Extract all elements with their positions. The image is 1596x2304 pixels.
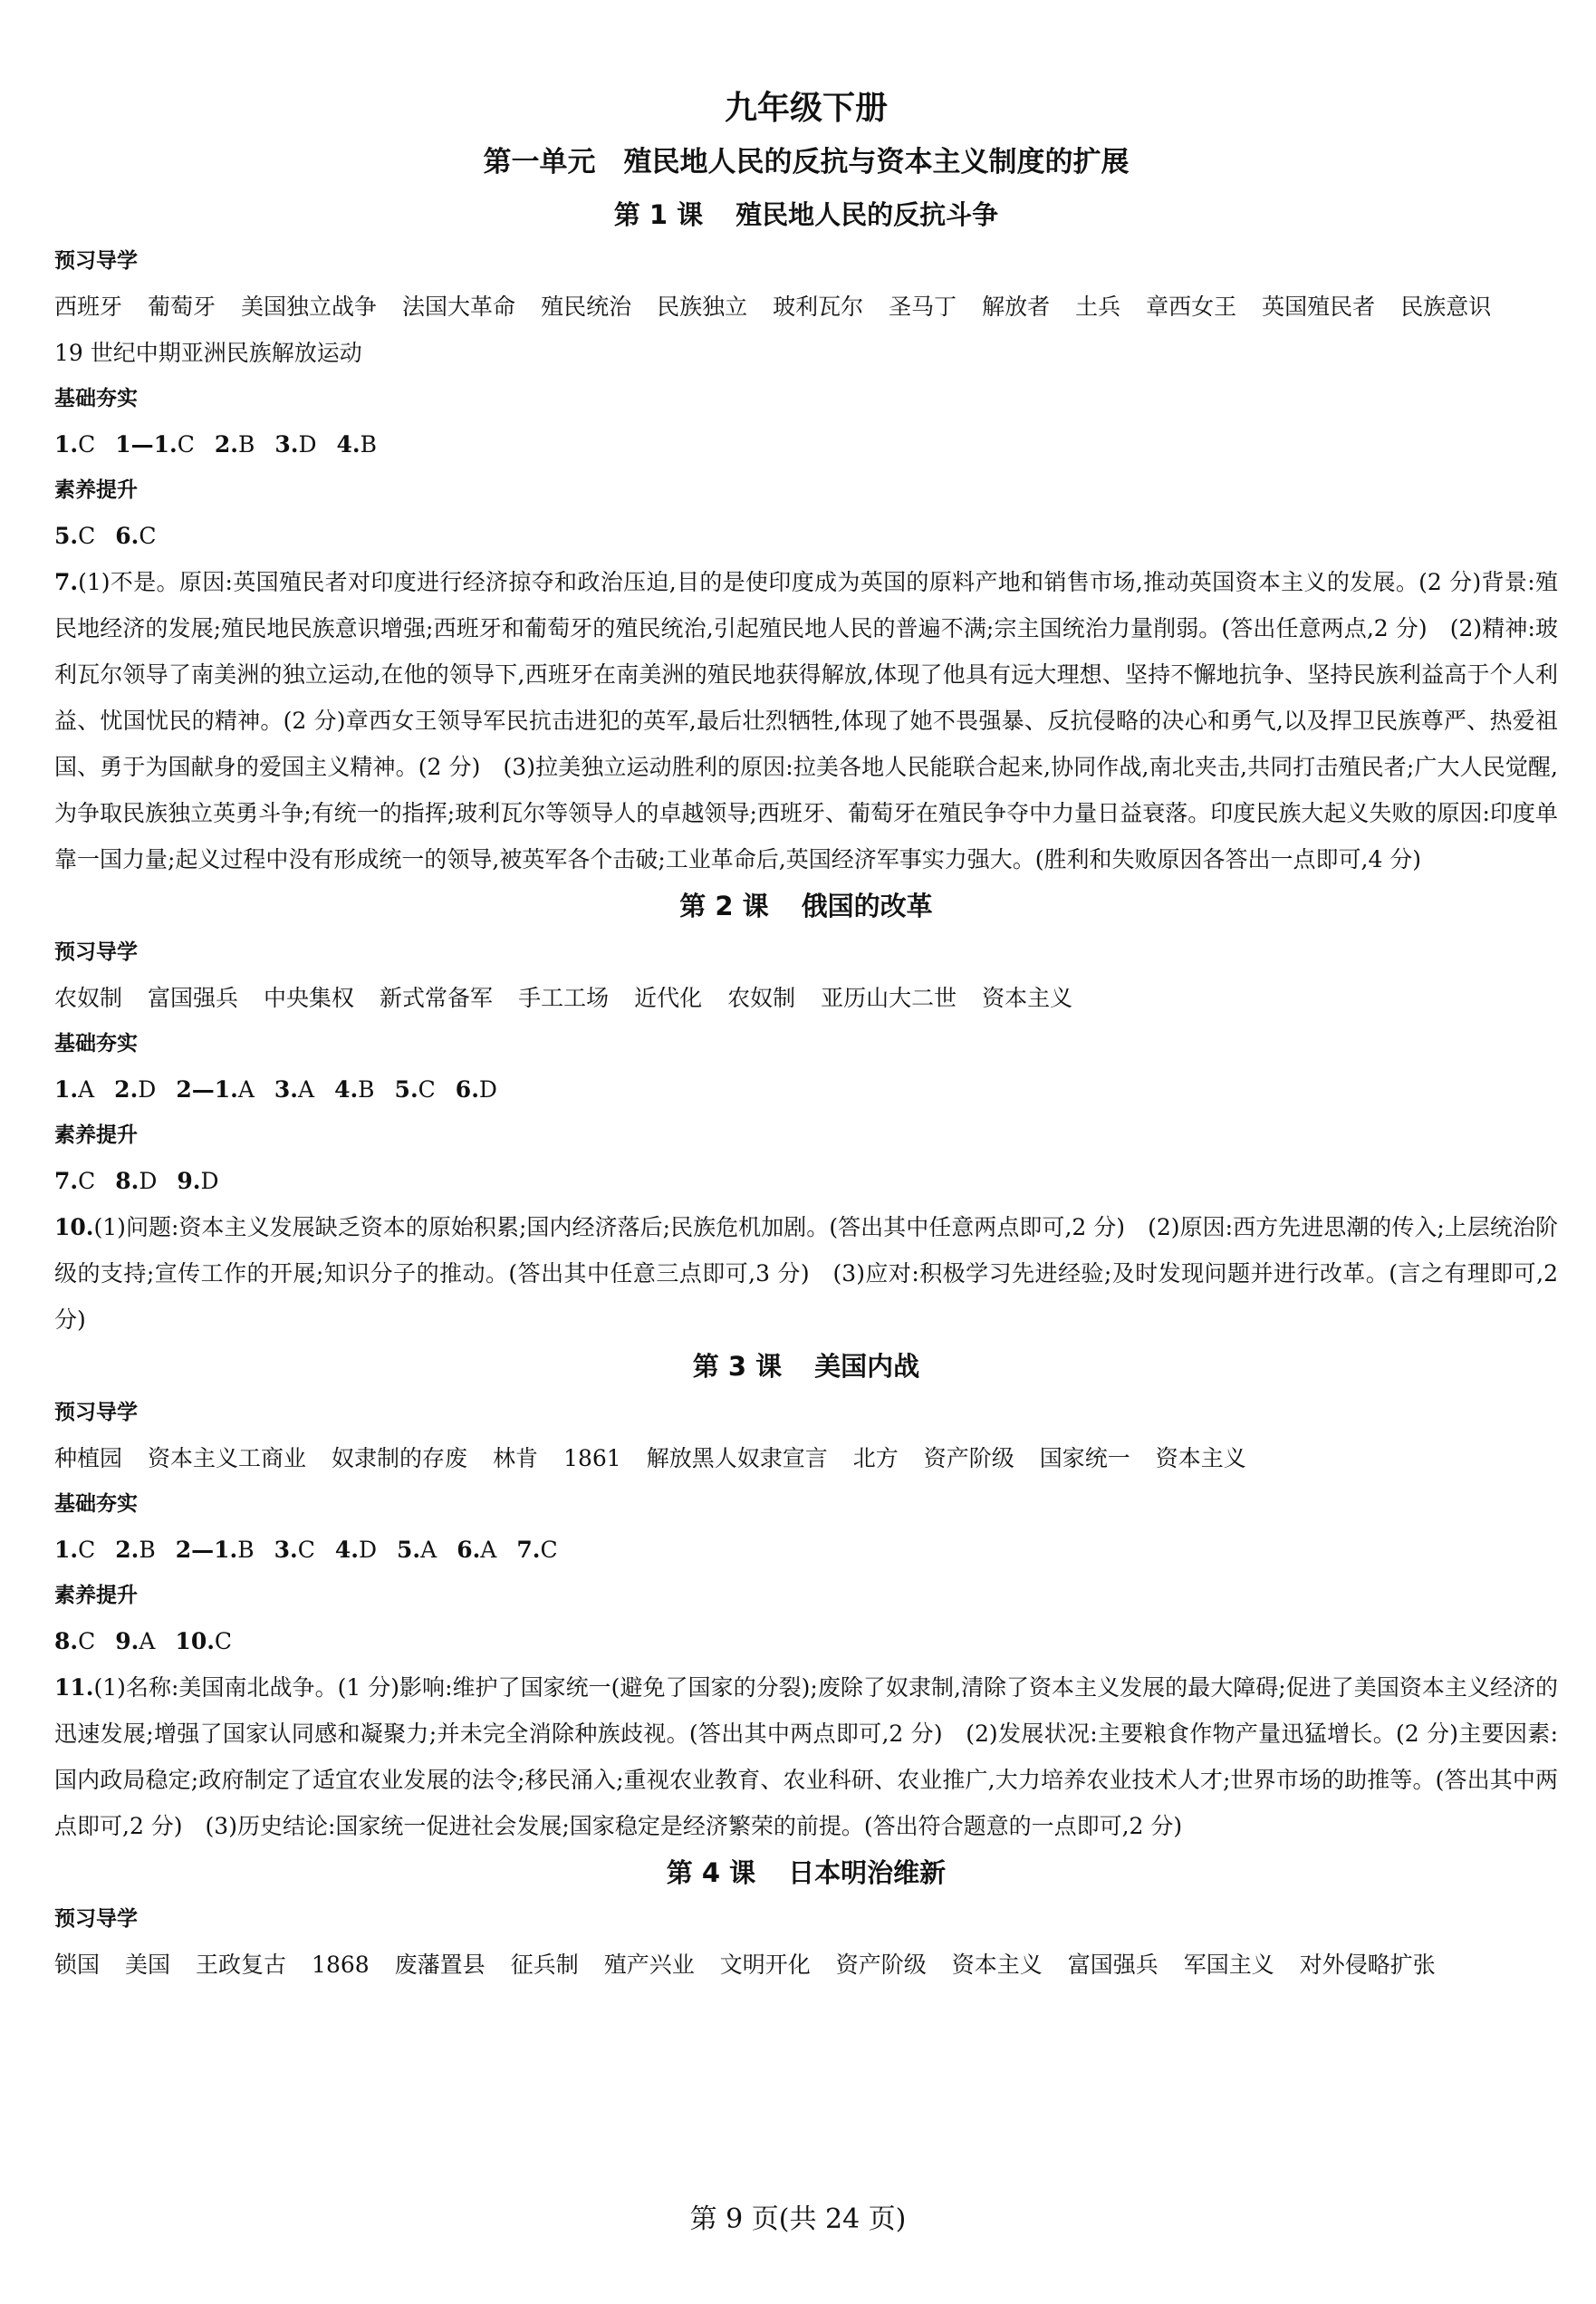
lesson-number: 第 4 课 — [666, 1857, 756, 1888]
answer-item — [215, 431, 255, 458]
lesson-name: 俄国的改革 — [801, 891, 933, 921]
preview-term: 民族独立 — [657, 294, 748, 320]
preview-term: 殖民统治 — [541, 294, 632, 320]
preview-term: 资本主义 — [951, 1952, 1043, 1978]
answer-number: 7. — [516, 1537, 541, 1563]
answer-item — [177, 1168, 218, 1194]
basic-heading: 基础夯实 — [54, 387, 138, 410]
answer-choice: C — [78, 1168, 96, 1194]
preview-term: 美国 — [125, 1952, 171, 1978]
lesson-title — [54, 1849, 1558, 1896]
answer-choice: D — [478, 1076, 497, 1103]
essay-number: 11. — [54, 1674, 94, 1701]
preview-terms — [54, 1435, 1558, 1481]
improve-heading: 素养提升 — [54, 478, 138, 502]
lesson-section — [54, 1849, 1558, 1988]
improve-heading: 素养提升 — [54, 1123, 138, 1147]
essay-number: 7. — [54, 569, 79, 595]
answer-choice: B — [360, 431, 378, 458]
answer-choice: D — [139, 1168, 158, 1194]
preview-term: 富国强兵 — [1067, 1952, 1159, 1978]
preview-term: 国家统一 — [1039, 1445, 1130, 1471]
answer-choice: C — [78, 431, 96, 458]
answer-choice: C — [177, 431, 195, 458]
answer-choice: C — [139, 523, 157, 549]
answer-number: 4. — [334, 1537, 359, 1563]
answer-item — [274, 1076, 314, 1103]
answer-choice: C — [540, 1537, 558, 1563]
preview-term: 农奴制 — [54, 985, 123, 1011]
answer-choice: D — [358, 1537, 378, 1563]
answer-number: 1. — [54, 431, 79, 458]
answer-number: 6. — [455, 1076, 479, 1103]
preview-term: 资本主义 — [1155, 1445, 1246, 1471]
answer-number: 2—1. — [176, 1076, 238, 1103]
essay-answer — [54, 559, 1558, 882]
preview-term: 1861 — [563, 1445, 621, 1471]
answer-choice: B — [358, 1076, 375, 1103]
preview-term: 征兵制 — [510, 1952, 579, 1978]
preview-term: 葡萄牙 — [148, 294, 216, 320]
preview-term: 富国强兵 — [148, 985, 239, 1011]
preview-term: 英国殖民者 — [1262, 294, 1376, 320]
answer-choice: D — [200, 1168, 219, 1194]
book-title: 九年级下册 — [724, 90, 888, 127]
answer-item — [456, 1076, 497, 1103]
preview-terms — [54, 1942, 1558, 1988]
improve-answers — [54, 1158, 1558, 1204]
answer-number: 5. — [397, 1537, 421, 1563]
lesson-number: 第 2 课 — [679, 891, 769, 921]
preview-term: 解放黑人奴隶宣言 — [646, 1445, 828, 1471]
answer-item — [54, 1076, 94, 1103]
lesson-title — [54, 191, 1558, 238]
preview-term: 法国大革命 — [402, 294, 516, 320]
answer-choice: A — [480, 1537, 497, 1563]
essay-text: (1)问题:资本主义发展缺乏资本的原始积累;国内经济落后;民族危机加剧。(答出其中任意两点即可,2 分) (2)原因:西方先进思潮的传入;上层统治阶级的支持;宣传工作的开展;知识分子的推动。(答出其中任意三点即可,3 分) (3)应对:积极学习先进经验;及时发现问题并进行改革。(言之有理即可,2 分) — [54, 1214, 1558, 1333]
preview-term: 近代化 — [634, 985, 703, 1011]
preview-term: 圣马丁 — [889, 294, 957, 320]
answer-item — [54, 1168, 95, 1194]
answer-number: 1. — [54, 1076, 79, 1103]
preview-term: 土兵 — [1075, 294, 1121, 320]
answer-number: 6. — [115, 523, 139, 549]
answer-choice: D — [138, 1076, 157, 1103]
answer-choice: C — [78, 1537, 96, 1563]
preview-heading: 预习导学 — [54, 1401, 138, 1424]
answer-number: 4. — [334, 1076, 359, 1103]
answer-choice: A — [298, 1076, 315, 1103]
answer-number: 6. — [457, 1537, 481, 1563]
answer-choice: C — [78, 1628, 96, 1654]
answer-number: 3. — [274, 431, 299, 458]
preview-term: 种植园 — [54, 1445, 123, 1471]
preview-term: 西班牙 — [54, 294, 123, 320]
essay-text: (1)名称:美国南北战争。(1 分)影响:维护了国家统一(避免了国家的分裂);废除了奴隶制,清除了资本主义发展的最大障碍;促进了美国资本主义经济的迅速发展;增强了国家认同感和凝聚力;并未完全消除种族歧视。(答出其中两点即可,2 分) (2)发展状况:主要粮食作物产量迅猛增长。(2 分)主要因素:国内政局稳定;政府制定了适宜农业发展的法令;移民涌入;重视农业教育、农业科研、农业推广,大力培养农业技术人才;世界市场的助推等。(答出其中两点即可,2 分) (3)历史结论:国家统一促进社会发展;国家稳定是经济繁荣的前提。(答出符合题意的一点即可,2 分) — [54, 1674, 1558, 1839]
unit-title: 第一单元 殖民地人民的反抗与资本主义制度的扩展 — [483, 146, 1130, 178]
answer-item — [115, 1537, 155, 1563]
answer-choice: A — [420, 1537, 437, 1563]
answer-item — [516, 1537, 557, 1563]
preview-term: 资产阶级 — [923, 1445, 1014, 1471]
preview-term: 资产阶级 — [835, 1952, 927, 1978]
answer-number: 5. — [54, 523, 79, 549]
improve-heading: 素养提升 — [54, 1584, 138, 1607]
answer-item — [54, 1537, 95, 1563]
answer-number: 2. — [114, 1076, 139, 1103]
preview-heading: 预习导学 — [54, 249, 138, 273]
preview-term: 殖产兴业 — [603, 1952, 695, 1978]
improve-answers — [54, 513, 1558, 559]
answer-number: 2. — [214, 431, 238, 458]
page-content — [54, 86, 1558, 1988]
preview-term: 北方 — [852, 1445, 899, 1471]
answer-choice: C — [78, 523, 96, 549]
preview-term: 农奴制 — [727, 985, 796, 1011]
answer-choice: A — [237, 1076, 255, 1103]
lesson-name: 美国内战 — [814, 1351, 920, 1382]
preview-term: 废藩置县 — [394, 1952, 486, 1978]
answer-number: 3. — [274, 1076, 298, 1103]
lesson-title — [54, 1343, 1558, 1390]
preview-term: 美国独立战争 — [241, 294, 378, 320]
answer-choice: A — [139, 1628, 156, 1654]
preview-term: 锁国 — [54, 1952, 101, 1978]
lesson-section — [54, 191, 1558, 882]
answer-choice: C — [297, 1537, 315, 1563]
preview-term: 玻利瓦尔 — [773, 294, 864, 320]
improve-answers — [54, 1618, 1558, 1664]
answer-choice: B — [237, 1537, 255, 1563]
lesson-title — [54, 882, 1558, 930]
answer-item — [54, 431, 95, 458]
preview-term: 对外侵略扩张 — [1299, 1952, 1436, 1978]
essay-answer — [54, 1204, 1558, 1343]
essay-answer — [54, 1664, 1558, 1849]
answer-item — [337, 431, 377, 458]
preview-term: 19 世纪中期亚洲民族解放运动 — [54, 340, 362, 366]
preview-term: 1868 — [312, 1952, 370, 1978]
answer-item — [176, 1076, 255, 1103]
preview-term: 林肯 — [493, 1445, 539, 1471]
preview-term: 解放者 — [982, 294, 1051, 320]
answer-choice: D — [298, 431, 317, 458]
lesson-name: 日本明治维新 — [788, 1857, 947, 1888]
lesson-section — [54, 882, 1558, 1343]
answer-number: 3. — [274, 1537, 298, 1563]
lesson-number: 第 1 课 — [613, 199, 704, 230]
answer-item — [274, 1537, 315, 1563]
preview-term: 王政复古 — [196, 1952, 287, 1978]
answer-number: 1. — [54, 1537, 79, 1563]
preview-heading: 预习导学 — [54, 940, 138, 964]
answer-item — [334, 1076, 374, 1103]
answer-number: 8. — [54, 1628, 79, 1654]
basic-heading: 基础夯实 — [54, 1492, 138, 1516]
basic-answers — [54, 1527, 1558, 1573]
answer-item — [175, 1628, 232, 1654]
preview-terms — [54, 284, 1558, 376]
basic-heading: 基础夯实 — [54, 1032, 138, 1056]
lesson-name: 殖民地人民的反抗斗争 — [736, 199, 999, 230]
answer-item — [115, 523, 156, 549]
preview-term: 亚历山大二世 — [821, 985, 957, 1011]
answer-choice: C — [214, 1628, 233, 1654]
answer-item — [395, 1076, 436, 1103]
answer-number: 2—1. — [175, 1537, 238, 1563]
answer-number: 7. — [54, 1168, 79, 1194]
answer-number: 9. — [115, 1628, 139, 1654]
page-footer: 第 9 页(共 24 页) — [689, 2203, 907, 2235]
answer-item — [397, 1537, 437, 1563]
answer-item — [54, 523, 95, 549]
answer-item — [274, 431, 316, 458]
preview-term: 新式常备军 — [380, 985, 494, 1011]
answer-number: 1—1. — [115, 431, 178, 458]
preview-term: 手工工场 — [518, 985, 610, 1011]
lesson-section — [54, 1343, 1558, 1849]
preview-term: 章西女王 — [1146, 294, 1237, 320]
answer-choice: B — [139, 1537, 156, 1563]
answer-number: 10. — [175, 1628, 215, 1654]
answer-item — [54, 1628, 95, 1654]
answer-number: 2. — [115, 1537, 139, 1563]
answer-number: 4. — [336, 431, 361, 458]
preview-term: 民族意识 — [1400, 294, 1492, 320]
answer-item — [176, 1537, 255, 1563]
answer-number: 8. — [115, 1168, 139, 1194]
answer-item — [115, 1168, 157, 1194]
preview-term: 中央集权 — [264, 985, 355, 1011]
answer-number: 5. — [394, 1076, 418, 1103]
answer-item — [335, 1537, 377, 1563]
basic-answers — [54, 1066, 1558, 1113]
answer-choice: C — [418, 1076, 436, 1103]
answer-number: 9. — [177, 1168, 201, 1194]
answer-item — [115, 1628, 155, 1654]
preview-terms — [54, 975, 1558, 1021]
essay-text: (1)不是。原因:英国殖民者对印度进行经济掠夺和政治压迫,目的是使印度成为英国的原料产地和销售市场,推动英国资本主义的发展。(2 分)背景:殖民地经济的发展;殖民地民族意识增强;西班牙和葡萄牙的殖民统治,引起殖民地人民的普遍不满;宗主国统治力量削弱。(答出任意两点,2 分) (2)精神:玻利瓦尔领导了南美洲的独立运动,在他的领导下,西班牙在南美洲的殖民地获得解放,体现了他具有远大理想、坚持不懈地抗争、坚持民族利益高于个人利益、忧国忧民的精神。(2 分)章西女王领导军民抗击进犯的英军,最后壮烈牺牲,体现了她不畏强暴、反抗侵略的决心和勇气,以及捍卫民族尊严、热爱祖国、勇于为国献身的爱国主义精神。(2 分) (3)拉美独立运动胜利的原因:拉美各地人民能联合起来,协同作战,南北夹击,共同打击殖民者;广大人民觉醒,为争取民族独立英勇斗争;有统一的指挥;玻利瓦尔等领导人的卓越领导;西班牙、葡萄牙在殖民争夺中力量日益衰落。印度民族大起义失败的原因:印度单靠一国力量;起义过程中没有形成统一的领导,被英军各个击破;工业革命后,英国经济军事实力强大。(胜利和失败原因各答出一点即可,4 分) — [54, 569, 1558, 872]
essay-number: 10. — [54, 1214, 94, 1240]
preview-term: 资本主义 — [982, 985, 1073, 1011]
preview-heading: 预习导学 — [54, 1907, 138, 1931]
answer-item — [457, 1537, 496, 1563]
preview-term: 文明开化 — [719, 1952, 811, 1978]
answer-choice: A — [78, 1076, 95, 1103]
lesson-number: 第 3 课 — [692, 1351, 783, 1382]
preview-term: 资本主义工商业 — [148, 1445, 307, 1471]
answer-item — [115, 431, 195, 458]
basic-answers — [54, 421, 1558, 468]
answer-choice: B — [238, 431, 255, 458]
preview-term: 军国主义 — [1183, 1952, 1274, 1978]
answer-item — [114, 1076, 156, 1103]
preview-term: 奴隶制的存废 — [332, 1445, 468, 1471]
